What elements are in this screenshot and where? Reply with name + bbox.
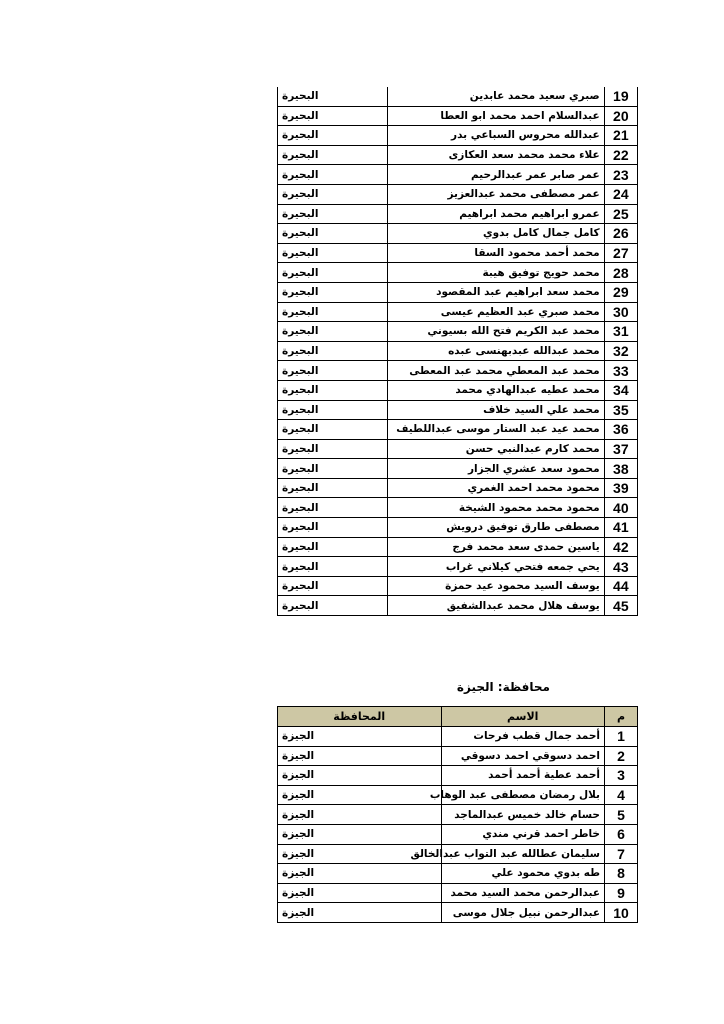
table-row: [278, 87, 638, 106]
row-name: محمود محمد محمود الشيخة: [388, 498, 604, 518]
row-governorate: الجيزة: [278, 785, 442, 805]
row-name: محمد عبد المعطي محمد عبد المعطى: [388, 361, 604, 381]
table-row: [278, 145, 638, 165]
row-number: 4: [605, 785, 638, 805]
header-governorate: المحافظة: [278, 707, 442, 727]
row-name: يوسف السيد محمود عيد حمزة: [388, 576, 604, 596]
row-governorate: البحيرة: [278, 380, 388, 400]
row-name: كامل جمال كامل بدوي: [388, 224, 604, 244]
row-governorate: البحيرة: [278, 243, 388, 263]
row-number: 22: [604, 145, 637, 165]
row-number: 32: [604, 341, 637, 361]
row-governorate: الجيزة: [278, 824, 442, 844]
row-number: 29: [604, 282, 637, 302]
table-row: [278, 439, 638, 459]
table-row: [278, 498, 638, 518]
row-name: حسام خالد خميس عبدالماجد: [441, 805, 605, 825]
row-number: 42: [604, 537, 637, 557]
row-governorate: الجيزة: [278, 766, 442, 786]
table-row: [278, 844, 638, 864]
row-governorate: البحيرة: [278, 106, 388, 126]
row-name: محمود محمد احمد الغمري: [388, 478, 604, 498]
row-governorate: البحيرة: [278, 478, 388, 498]
row-number: 43: [604, 557, 637, 577]
row-number: 19: [604, 87, 637, 106]
row-number: 33: [604, 361, 637, 381]
table-row: [278, 596, 638, 616]
row-number: 28: [604, 263, 637, 283]
header-num: م: [605, 707, 638, 727]
row-name: عمر مصطفى محمد عبدالعزيز: [388, 184, 604, 204]
row-number: 2: [605, 746, 638, 766]
row-name: محمد سعد ابراهيم عبد المقصود: [388, 282, 604, 302]
section-title-giza: محافظة: الجيزة: [456, 680, 550, 694]
row-governorate: البحيرة: [278, 87, 388, 106]
row-governorate: البحيرة: [278, 322, 388, 342]
row-number: 20: [604, 106, 637, 126]
row-number: 40: [604, 498, 637, 518]
row-governorate: البحيرة: [278, 576, 388, 596]
table-row: [278, 459, 638, 479]
row-governorate: الجيزة: [278, 903, 442, 923]
row-name: محمد علي السيد خلاف: [388, 400, 604, 420]
row-governorate: البحيرة: [278, 165, 388, 185]
row-number: 36: [604, 420, 637, 440]
row-number: 44: [604, 576, 637, 596]
row-name: محمد حويج توفيق هيبة: [388, 263, 604, 283]
table-row: [278, 243, 638, 263]
row-number: 3: [605, 766, 638, 786]
header-name: الاسم: [441, 707, 605, 727]
row-number: 35: [604, 400, 637, 420]
table-row: [278, 537, 638, 557]
row-number: 30: [604, 302, 637, 322]
row-number: 34: [604, 380, 637, 400]
table-row: [278, 518, 638, 538]
table-row: [278, 785, 638, 805]
row-governorate: الجيزة: [278, 727, 442, 747]
row-name: عبدالرحمن نبيل جلال موسى: [441, 903, 605, 923]
row-governorate: البحيرة: [278, 400, 388, 420]
row-name: عبدالرحمن محمد السيد محمد: [441, 883, 605, 903]
row-name: محمد عبدالله عبدبهنسى عبده: [388, 341, 604, 361]
row-number: 6: [605, 824, 638, 844]
row-governorate: البحيرة: [278, 263, 388, 283]
row-number: 24: [604, 184, 637, 204]
table-row: [278, 184, 638, 204]
row-name: أحمد عطية أحمد أحمد: [441, 766, 605, 786]
row-governorate: الجيزة: [278, 844, 442, 864]
table-row: [278, 557, 638, 577]
row-number: 37: [604, 439, 637, 459]
row-name: يحي جمعه فتحي كيلاني غراب: [388, 557, 604, 577]
table-row: [278, 576, 638, 596]
row-governorate: البحيرة: [278, 459, 388, 479]
table-row: [278, 322, 638, 342]
table-row: [278, 400, 638, 420]
table-row: [278, 224, 638, 244]
row-name: سليمان عطالله عبد التواب عبدالخالق: [441, 844, 605, 864]
table-row: [278, 282, 638, 302]
row-governorate: البحيرة: [278, 184, 388, 204]
row-name: عبدالله محروس السباعي بدر: [388, 126, 604, 146]
row-name: محمد صبري عبد العظيم عيسى: [388, 302, 604, 322]
row-number: 21: [604, 126, 637, 146]
table-row: [278, 204, 638, 224]
row-governorate: البحيرة: [278, 537, 388, 557]
table-row: [278, 864, 638, 884]
row-number: 27: [604, 243, 637, 263]
row-governorate: الجيزة: [278, 805, 442, 825]
row-name: ياسين حمدى سعد محمد فرج: [388, 537, 604, 557]
row-governorate: البحيرة: [278, 341, 388, 361]
table-row: [278, 883, 638, 903]
row-name: محمود سعد عشري الجزار: [388, 459, 604, 479]
row-governorate: الجيزة: [278, 883, 442, 903]
table-row: [278, 263, 638, 283]
row-number: 1: [605, 727, 638, 747]
row-number: 25: [604, 204, 637, 224]
table-row: [278, 361, 638, 381]
row-number: 5: [605, 805, 638, 825]
row-name: احمد دسوقي احمد دسوقي: [441, 746, 605, 766]
row-governorate: البحيرة: [278, 302, 388, 322]
row-name: بلال رمضان مصطفى عبد الوهاب: [441, 785, 605, 805]
table-row: [278, 766, 638, 786]
row-governorate: البحيرة: [278, 498, 388, 518]
table-row: [278, 126, 638, 146]
row-governorate: البحيرة: [278, 126, 388, 146]
row-name: محمد كارم عبدالنبي حسن: [388, 439, 604, 459]
row-name: عمر صابر عمر عبدالرحيم: [388, 165, 604, 185]
table-row: [278, 824, 638, 844]
row-governorate: البحيرة: [278, 204, 388, 224]
table-row: [278, 727, 638, 747]
row-number: 23: [604, 165, 637, 185]
beheira-list-body: [278, 87, 638, 616]
row-name: صبري سعيد محمد عابدين: [388, 87, 604, 106]
table-row: [278, 746, 638, 766]
row-governorate: البحيرة: [278, 282, 388, 302]
row-governorate: الجيزة: [278, 746, 442, 766]
row-name: محمد عطيه عبدالهادي محمد: [388, 380, 604, 400]
row-name: عبدالسلام احمد محمد ابو العطا: [388, 106, 604, 126]
row-number: 8: [605, 864, 638, 884]
row-governorate: البحيرة: [278, 420, 388, 440]
row-name: محمد أحمد محمود السقا: [388, 243, 604, 263]
table-row: [278, 805, 638, 825]
beheira-list-table: [277, 87, 638, 616]
giza-list-body: [278, 727, 638, 923]
table-row: [278, 341, 638, 361]
row-number: 9: [605, 883, 638, 903]
row-governorate: البحيرة: [278, 557, 388, 577]
row-governorate: البحيرة: [278, 439, 388, 459]
row-name: خاطر احمد قرني مندي: [441, 824, 605, 844]
row-number: 38: [604, 459, 637, 479]
row-governorate: البحيرة: [278, 145, 388, 165]
table-row: [278, 478, 638, 498]
row-name: محمد عبد الكريم فتح الله بسيوني: [388, 322, 604, 342]
table-row: [278, 903, 638, 923]
giza-list-table: [277, 706, 638, 923]
row-name: عمرو ابراهيم محمد ابراهيم: [388, 204, 604, 224]
row-name: طه بدوي محمود علي: [441, 864, 605, 884]
row-number: 26: [604, 224, 637, 244]
row-governorate: البحيرة: [278, 518, 388, 538]
table-row: [278, 380, 638, 400]
row-number: 31: [604, 322, 637, 342]
row-name: مصطفى طارق توفيق درويش: [388, 518, 604, 538]
table-row: [278, 106, 638, 126]
row-governorate: البحيرة: [278, 596, 388, 616]
table-row: [278, 165, 638, 185]
row-governorate: البحيرة: [278, 224, 388, 244]
row-name: محمد عيد عبد الستار موسى عبداللطيف: [388, 420, 604, 440]
row-name: أحمد جمال قطب فرحات: [441, 727, 605, 747]
row-name: يوسف هلال محمد عبدالشفيق: [388, 596, 604, 616]
row-number: 10: [605, 903, 638, 923]
table-row: [278, 302, 638, 322]
row-number: 45: [604, 596, 637, 616]
table-row: [278, 420, 638, 440]
row-name: علاء محمد محمد سعد العكازى: [388, 145, 604, 165]
row-number: 39: [604, 478, 637, 498]
row-number: 41: [604, 518, 637, 538]
table-header-row: [278, 707, 638, 727]
row-governorate: الجيزة: [278, 864, 442, 884]
row-governorate: البحيرة: [278, 361, 388, 381]
row-number: 7: [605, 844, 638, 864]
